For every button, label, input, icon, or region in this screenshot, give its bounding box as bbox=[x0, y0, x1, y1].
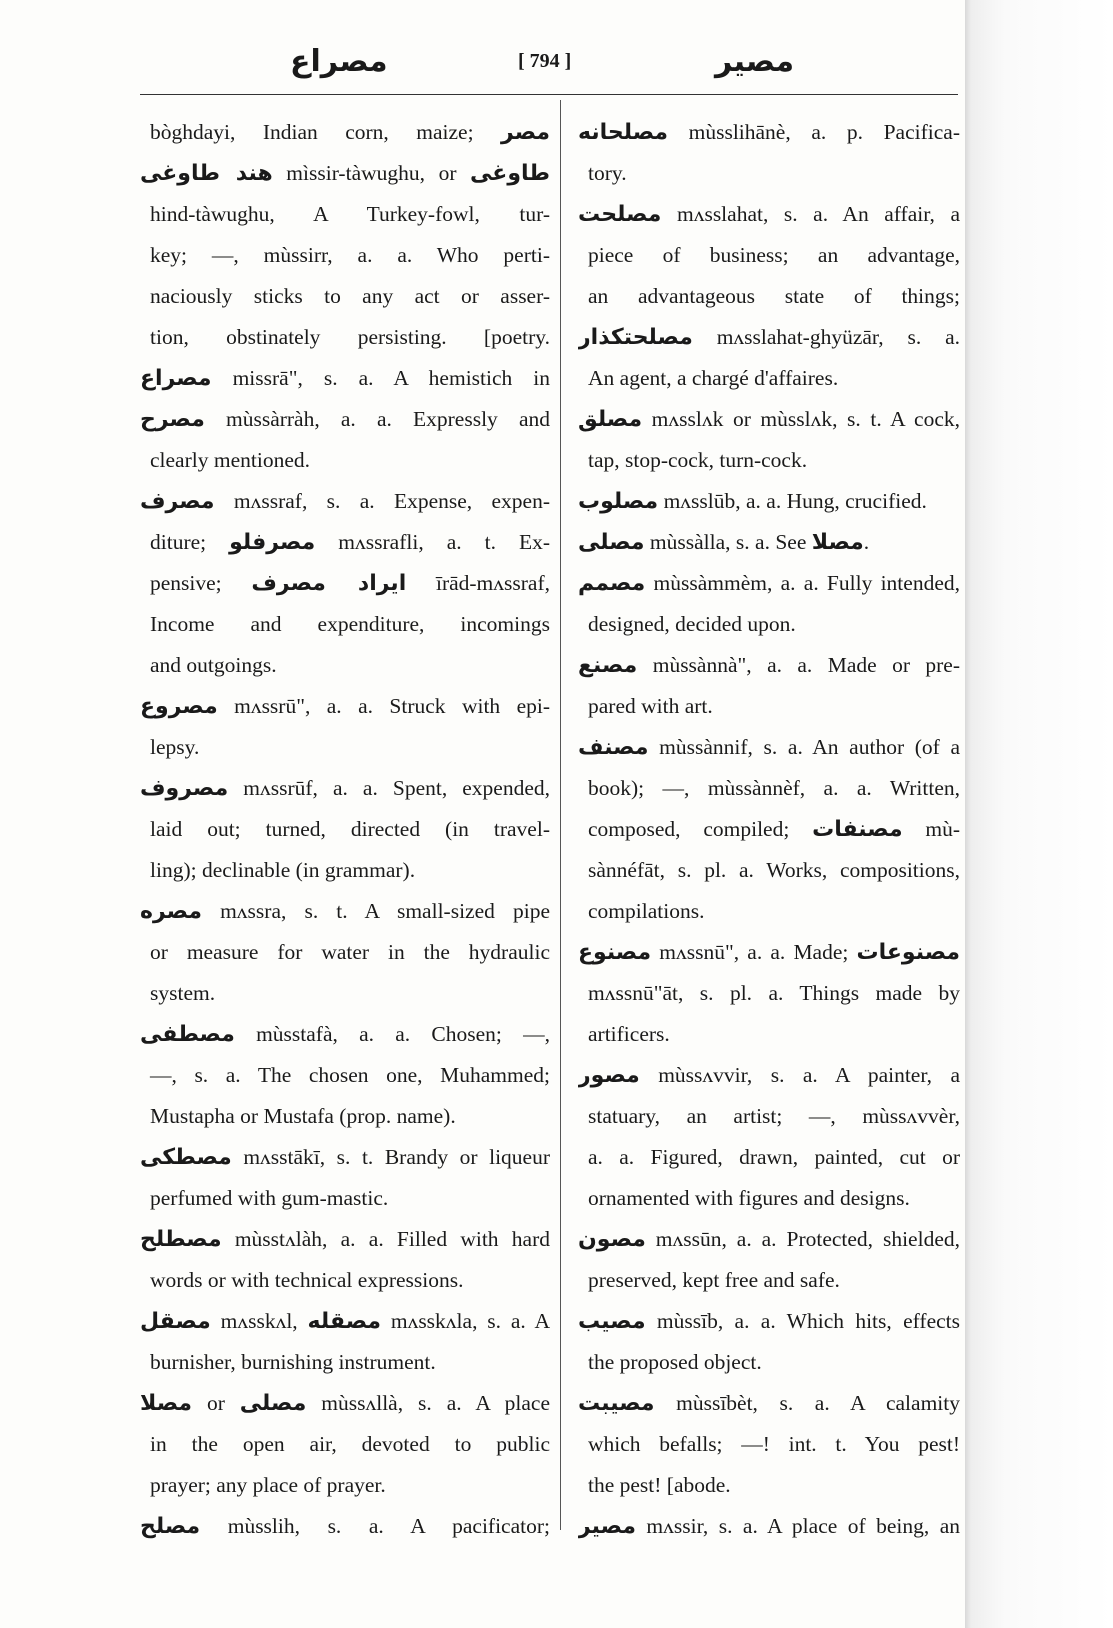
arabic-headword: مصور bbox=[578, 1063, 640, 1088]
entry-line: book); —, mùssànnèf, a. a. Written, bbox=[588, 776, 960, 800]
entry-line: pensive; ایراد مصرف īrād-mʌssraf, bbox=[150, 571, 550, 596]
arabic-headword: ایراد مصرف bbox=[251, 571, 407, 596]
entry-line: an advantageous state of things; bbox=[588, 284, 960, 308]
arabic-headword: مصقل bbox=[140, 1309, 211, 1334]
entry-line: clearly mentioned. bbox=[150, 448, 310, 472]
arabic-headword: مصلوب bbox=[578, 489, 659, 514]
arabic-headword: مصلى bbox=[578, 530, 645, 555]
entry-line: مصرح mùssàrràh, a. a. Expressly and bbox=[140, 407, 550, 432]
page-edge-shadow bbox=[965, 0, 1113, 1628]
page-header bbox=[140, 44, 960, 94]
arabic-headword: مصلحتكذار bbox=[578, 325, 693, 350]
arabic-headword: مصطفی bbox=[140, 1022, 235, 1047]
entry-line: laid out; turned, directed (in travel- bbox=[150, 817, 550, 841]
arabic-headword: مصون bbox=[578, 1227, 646, 1252]
arabic-headword: مصلحت bbox=[578, 202, 662, 227]
arabic-headword: مصيب bbox=[578, 1309, 646, 1334]
arabic-headword: مصراع bbox=[140, 366, 212, 391]
entry-line: مصنوع mʌssnū", a. a. Made; مصنوعات bbox=[578, 940, 960, 965]
entry-line: system. bbox=[150, 981, 216, 1005]
arabic-headword: مصمم bbox=[578, 571, 646, 596]
entry-line: pared with art. bbox=[588, 694, 713, 718]
entry-line: statuary, an artist; —, mùssʌvvèr, bbox=[588, 1104, 960, 1128]
arabic-headword: مصرف bbox=[140, 489, 215, 514]
arabic-headword: مصرفلو bbox=[229, 530, 316, 555]
arabic-headword: مصير bbox=[578, 1514, 636, 1539]
entry-line: مصيب mùssīb, a. a. Which hits, effects bbox=[578, 1309, 960, 1334]
entry-line: ling); declinable (in grammar). bbox=[150, 858, 416, 882]
entry-line: مصراع missrā", s. a. A hemistich in bbox=[140, 366, 550, 391]
entry-line: words or with technical expressions. bbox=[150, 1268, 464, 1292]
entry-line: key; —, mùssirr, a. a. Who perti- bbox=[150, 243, 550, 267]
entry-line: مصلحت mʌsslahat, s. a. An affair, a bbox=[578, 202, 960, 227]
entry-line: which befalls; —! int. t. You pest! bbox=[588, 1432, 960, 1456]
arabic-headword: مصنف bbox=[578, 735, 649, 760]
entry-line: the proposed object. bbox=[588, 1350, 762, 1374]
entry-line: compilations. bbox=[588, 899, 705, 923]
arabic-headword: مصلى bbox=[239, 1391, 307, 1416]
arabic-headword: هند طاوغی bbox=[140, 161, 273, 186]
entry-line: مصور mùssʌvvir, s. a. A painter, a bbox=[578, 1063, 960, 1088]
entry-line: tion, obstinately persisting. [poetry. bbox=[150, 325, 550, 349]
arabic-headword: مصنوعات bbox=[856, 940, 960, 965]
entry-line: diture; مصرفلو mʌssrafli, a. t. Ex- bbox=[150, 530, 550, 555]
entry-line: or measure for water in the hydraulic bbox=[150, 940, 550, 964]
entry-line: hind-tàwughu, A Turkey-fowl, tur- bbox=[150, 202, 550, 226]
arabic-headword: مصلا bbox=[140, 1391, 193, 1416]
entry-line: naciously sticks to any act or asser- bbox=[150, 284, 550, 308]
entry-line: a. a. Figured, drawn, painted, cut or bbox=[588, 1145, 960, 1169]
entry-line: مصطفی mùsstafà, a. a. Chosen; —, bbox=[140, 1022, 550, 1047]
entry-line: مصلحتكذار mʌsslahat-ghyüzār, s. a. bbox=[578, 325, 960, 350]
entry-line: the pest! [abode. bbox=[588, 1473, 731, 1497]
arabic-headword: مصطلح bbox=[140, 1227, 222, 1252]
left-column bbox=[140, 112, 550, 1547]
entry-line: مصير mʌssir, s. a. A place of being, an bbox=[578, 1514, 960, 1539]
arabic-headword: مصنع bbox=[578, 653, 638, 678]
page-number: [ 794 ] bbox=[518, 50, 572, 72]
arabic-headword: مصلح bbox=[140, 1514, 201, 1539]
entry-line: مصلحانه mùsslihānè, a. p. Pacifica- bbox=[578, 120, 960, 145]
entry-line: lepsy. bbox=[150, 735, 200, 759]
entry-line: bòghdayi, Indian corn, maize; مصر bbox=[150, 120, 550, 145]
entry-line: Mustapha or Mustafa (prop. name). bbox=[150, 1104, 456, 1128]
arabic-headword: مصلق bbox=[578, 407, 643, 432]
arabic-headword: مصقله bbox=[307, 1309, 381, 1334]
entry-line: مصلق mʌsslʌk or mùsslʌk, s. t. A cock, bbox=[578, 407, 960, 432]
entry-line: مصرف mʌssraf, s. a. Expense, expen- bbox=[140, 489, 550, 514]
entry-line: tory. bbox=[588, 161, 627, 185]
entry-line: هند طاوغی mìssir-tàwughu, or طاوغی bbox=[140, 161, 550, 186]
left-running-headword: مصراع bbox=[290, 44, 388, 79]
header-rule bbox=[140, 94, 958, 95]
entry-line: composed, compiled; مصنفات mù- bbox=[588, 817, 960, 842]
entry-line: perfumed with gum-mastic. bbox=[150, 1186, 389, 1210]
entry-line: mʌssnū"āt, s. pl. a. Things made by bbox=[588, 981, 960, 1005]
entry-line: مصروف mʌssrūf, a. a. Spent, expended, bbox=[140, 776, 550, 801]
entry-line: مصلوب mʌsslūb, a. a. Hung, crucified. bbox=[578, 489, 927, 514]
entry-line: مصيبت mùssībèt, s. a. A calamity bbox=[578, 1391, 960, 1416]
entry-line: مصنع mùssànnà", a. a. Made or pre- bbox=[578, 653, 960, 678]
arabic-headword: طاوغی bbox=[470, 161, 550, 186]
entry-line: مصون mʌssūn, a. a. Protected, shielded, bbox=[578, 1227, 960, 1252]
arabic-headword: مصيبت bbox=[578, 1391, 655, 1416]
entry-line: مصلى mùssàlla, s. a. See مصلا. bbox=[578, 530, 870, 555]
entry-line: artificers. bbox=[588, 1022, 670, 1046]
entry-line: مصلا or مصلى mùssʌllà, s. a. A place bbox=[140, 1391, 550, 1416]
entry-line: tap, stop-cock, turn-cock. bbox=[588, 448, 808, 472]
entry-line: in the open air, devoted to public bbox=[150, 1432, 550, 1456]
entry-line: مصطلح mùsstʌlàh, a. a. Filled with hard bbox=[140, 1227, 550, 1252]
entry-line: مصروع mʌssrū", a. a. Struck with epi- bbox=[140, 694, 550, 719]
entry-line: —, s. a. The chosen one, Muhammed; bbox=[150, 1063, 550, 1087]
entry-line: An agent, a chargé d'affaires. bbox=[588, 366, 839, 390]
column-divider bbox=[560, 100, 561, 1530]
entry-line: sànnéfāt, s. pl. a. Works, compositions, bbox=[588, 858, 960, 882]
entry-line: preserved, kept free and safe. bbox=[588, 1268, 840, 1292]
arabic-headword: مصلحانه bbox=[578, 120, 668, 145]
arabic-headword: مصروف bbox=[140, 776, 229, 801]
entry-line: prayer; any place of prayer. bbox=[150, 1473, 386, 1497]
entry-line: مصلح mùsslih, s. a. A pacificator; bbox=[140, 1514, 550, 1539]
arabic-headword: مصره bbox=[140, 899, 202, 924]
entry-line: piece of business; an advantage, bbox=[588, 243, 960, 267]
arabic-headword: مصطكی bbox=[140, 1145, 232, 1170]
arabic-headword: مصلا bbox=[811, 530, 864, 555]
arabic-headword: مصنوع bbox=[578, 940, 652, 965]
entry-line: ornamented with figures and designs. bbox=[588, 1186, 910, 1210]
arabic-headword: مصر bbox=[501, 120, 550, 145]
entry-line: مصنف mùssànnif, s. a. An author (of a bbox=[578, 735, 960, 760]
entry-line: and outgoings. bbox=[150, 653, 277, 677]
entry-line: مصمم mùssàmmèm, a. a. Fully intended, bbox=[578, 571, 960, 596]
entry-line: مصطكی mʌsstākī, s. t. Brandy or liqueur bbox=[140, 1145, 550, 1170]
entry-line: Income and expenditure, incomings bbox=[150, 612, 550, 636]
right-column bbox=[578, 112, 960, 1547]
entry-line: designed, decided upon. bbox=[588, 612, 796, 636]
arabic-headword: مصروع bbox=[140, 694, 218, 719]
entry-line: burnisher, burnishing instrument. bbox=[150, 1350, 436, 1374]
arabic-headword: مصرح bbox=[140, 407, 205, 432]
entry-line: مصره mʌssra, s. t. A small-sized pipe bbox=[140, 899, 550, 924]
arabic-headword: مصنفات bbox=[812, 817, 903, 842]
right-running-headword: مصير bbox=[715, 44, 795, 79]
entry-line: مصقل mʌsskʌl, مصقله mʌsskʌla, s. a. A bbox=[140, 1309, 550, 1334]
